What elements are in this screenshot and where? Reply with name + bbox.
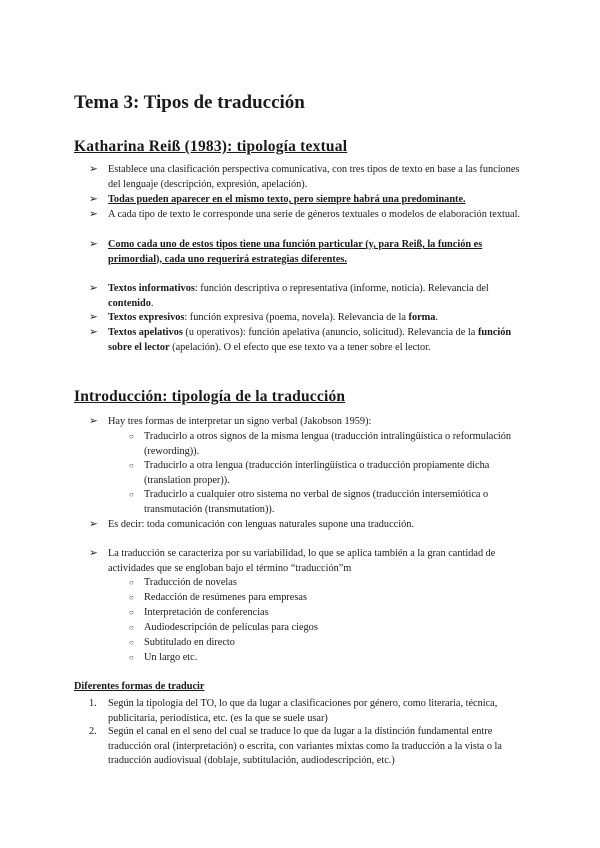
arrow-bullet-icon: ➢ [89, 209, 98, 220]
text-type-description: : función descriptiva o representativa (informe, noticia). Relevancia del [194, 283, 489, 294]
bullet-text: Todas pueden aparecer en el mismo texto, pero siempre habrá una predominante. [108, 194, 466, 205]
text-type-term: Textos apelativos [108, 327, 183, 338]
list-item [89, 415, 528, 430]
numbered-item [89, 697, 528, 726]
arrow-bullet-icon: ➢ [89, 548, 98, 559]
circle-bullet-icon: ○ [129, 608, 134, 617]
section-heading-introduccion: Introducción: tipología de la traducción [74, 388, 346, 405]
arrow-bullet-icon: ➢ [89, 519, 98, 530]
circle-bullet-icon: ○ [129, 461, 134, 470]
punctuation: . [435, 312, 438, 323]
list-item [89, 193, 528, 208]
section-heading-reiss: Katharina Reiß (1983): tipología textual [74, 138, 348, 155]
circle-bullet-icon: ○ [129, 638, 134, 647]
sub-bullet-text: Redacción de resúmenes para empresas [144, 592, 307, 603]
punctuation: . [150, 297, 154, 309]
sub-list-item [129, 459, 528, 488]
text-type-term: Textos informativos [108, 283, 195, 294]
item-number: 1. [89, 698, 97, 709]
circle-bullet-icon: ○ [129, 653, 134, 662]
circle-bullet-icon: ○ [129, 593, 134, 602]
sub-list-item [129, 488, 528, 517]
sub-bullet-text: Traducirlo a otros signos de la misma lengua (traducción intralingüística o reformulación (rewording)). [144, 431, 512, 457]
bullet-text: A cada tipo de texto le corresponde una serie de géneros textuales o modelos de elaboración textual. [108, 209, 521, 220]
arrow-bullet-icon: ➢ [89, 416, 98, 427]
page-title: Tema 3: Tipos de traducción [74, 92, 305, 113]
bullet-text: Hay tres formas de interpretar un signo verbal (Jakobson 1959): [108, 416, 372, 427]
sub-bullet-text: Traducirlo a otra lengua (traducción interlingüística o traducción propiamente dicha (translation proper)). [144, 460, 490, 486]
list-item [89, 163, 528, 192]
arrow-bullet-icon: ➢ [89, 239, 98, 250]
text-type-emphasis: contenido [108, 297, 151, 309]
arrow-bullet-icon: ➢ [89, 283, 98, 294]
subsection-heading: Diferentes formas de traducir [74, 681, 205, 692]
list-item [89, 282, 528, 311]
numbered-item [89, 725, 528, 769]
sub-list-item [129, 576, 528, 591]
text-type-description: (u operativos): función apelativa (anuncio, solicitud). Relevancia de la [182, 327, 478, 338]
bullet-text: Es decir: toda comunicación con lenguas naturales supone una traducción. [108, 519, 414, 530]
circle-bullet-icon: ○ [129, 623, 134, 632]
sub-bullet-text: Un largo etc. [144, 652, 198, 663]
circle-bullet-icon: ○ [129, 432, 134, 441]
sub-bullet-text: Traducción de novelas [144, 577, 237, 588]
arrow-bullet-icon: ➢ [89, 312, 98, 323]
text-type-description-end: (apelación). O el efecto que ese texto va a tener sobre el lector. [169, 341, 431, 353]
item-number: 2. [89, 726, 97, 737]
list-item [89, 311, 528, 326]
list-item [89, 547, 528, 576]
list-item [89, 518, 528, 533]
circle-bullet-icon: ○ [129, 490, 134, 499]
sub-list-item [129, 636, 528, 651]
bullet-text: La traducción se caracteriza por su variabilidad, lo que se aplica también a la gran cantidad de actividades que se engloban bajo el término “traducción”m [108, 548, 496, 574]
bullet-text: Como cada uno de estos tipos tiene una función particular (y, para Reiß, la función es primordial), cada uno requerirá estrategias diferentes. [108, 239, 483, 265]
text-type-description: : función expresiva (poema, novela). Relevancia de la [184, 312, 409, 323]
arrow-bullet-icon: ➢ [89, 327, 98, 338]
list-item [89, 238, 528, 267]
list-item [89, 208, 528, 223]
sub-list-item [129, 430, 528, 459]
numbered-text: Según la tipología del TO, lo que da lugar a clasificaciones por género, como literaria, técnica, publicitaria, periodística, etc. (es la que se suele usar) [108, 698, 498, 724]
text-type-term: Textos expresivos [108, 312, 185, 323]
sub-list-item [129, 591, 528, 606]
sub-bullet-text: Audiodescripción de películas para ciegos [144, 622, 318, 633]
arrow-bullet-icon: ➢ [89, 194, 98, 205]
sub-bullet-text: Interpretación de conferencias [144, 607, 269, 618]
bullet-text: Establece una clasificación perspectiva comunicativa, con tres tipos de texto en base a las funciones del lenguaje (descripción, expresión, apelación). [108, 164, 520, 190]
list-item [89, 326, 528, 355]
arrow-bullet-icon: ➢ [89, 164, 98, 175]
sub-bullet-text: Traducirlo a cualquier otro sistema no verbal de signos (traducción intersemiótica o transmutación (transmutation)). [144, 489, 489, 515]
sub-list-item [129, 606, 528, 621]
sub-list-item [129, 651, 528, 666]
text-type-emphasis: forma [408, 312, 436, 323]
circle-bullet-icon: ○ [129, 578, 134, 587]
numbered-text: Según el canal en el seno del cual se traduce lo que da lugar a la distinción fundamental entre traducción oral (interpretación) o escrita, con variantes mixtas como la traducción a la vista o la traducción audiovisual (doblaje, subtitulación, audiodescripción, etc.) [108, 726, 502, 766]
sub-bullet-text: Subtitulado en directo [144, 637, 235, 648]
sub-list-item [129, 621, 528, 636]
text-type-emphasis: función sobre el lector [108, 327, 512, 353]
